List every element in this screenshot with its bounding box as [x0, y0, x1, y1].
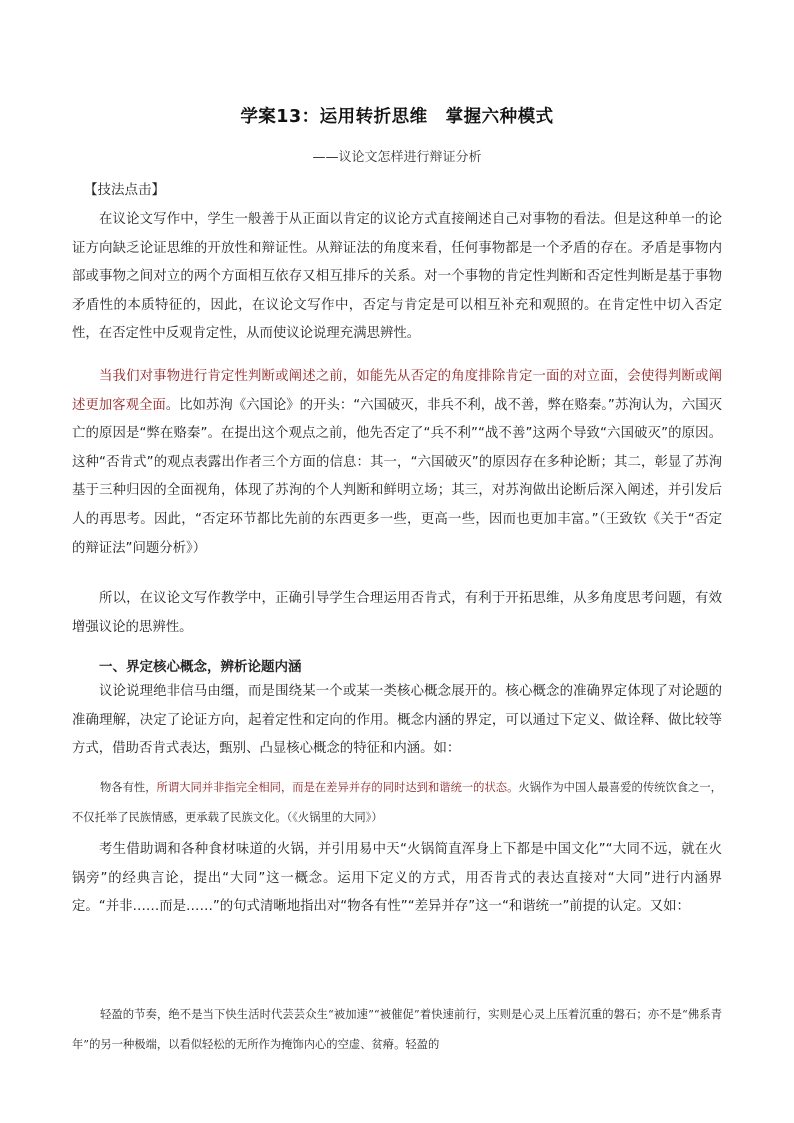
section-label: 【技法点击】 — [84, 182, 165, 198]
paragraph-core-concept: 议论说理绝非信马由缰，而是围绕某一个或某一类核心概念展开的。核心概念的准确界定体现了对论题的准确理解，决定了论证方向，起着定性和定向的作用。概念内涵的界定，可以通过下定义、做诠释、做比较等方式，借助否肯式表达，甄别、凸显核心概念的特征和内涵。如： — [72, 684, 722, 757]
paragraph-conclusion: 所以，在议论文写作教学中，正确引导学生合理运用否肯式，有利于开拓思维，从多角度思考问题，有效增强议论的思辨性。 — [72, 591, 722, 635]
quote-1-rest: 火锅作为中国人最喜爱的传统饮食之一，不仅托举了民族情感，更承载了民族文化。（《火锅里的大同》） — [72, 781, 722, 824]
page-subtitle: ——议论文怎样进行辩证分析 — [312, 150, 482, 165]
paragraph-intro: 在议论文写作中，学生一般善于从正面以肯定的议论方式直接阐述自己对事物的看法。但是这种单一的论证方向缺乏论证思维的开放性和辩证性。从辩证法的角度来看，任何事物都是一个矛盾的存在。矛盾是事物内部或事物之间对立的两个方面相互依存又相互排斥的关系。对一个事物的肯定性判断和否定性判断是基于事物矛盾性的本质特征的，因此，在议论文写作中，否定与肯定是可以相互补充和观照的。在肯定性中切入否定性，在否定性中反观肯定性，从而使议论说理充满思辨性。 — [72, 212, 722, 342]
example-quote-1 — [72, 773, 722, 833]
quote-1-lead: 物各有性， — [100, 781, 157, 794]
paragraph-analysis: 考生借助调和各种食材味道的火锅，并引用易中天“火锅简直浑身上下都是中国文化”“大同不远，就在火锅旁”的经典言论，提出“大同”这一概念。运用下定义的方式，用否肯式的表达直接对“大同”进行内涵界定。“并非……而是……”的句式清晰地指出对“物各有性”“差异并存”这一“和谐统一”前提的认定。又如： — [72, 842, 722, 915]
paragraph-example — [72, 363, 722, 563]
subheading-1: 一、界定核心概念，辨析论题内涵 — [99, 659, 302, 675]
example-quote-2: 轻盈的节奏，绝不是当下快生活时代芸芸众生“被加速”“被催促”着快速前行，实则是心灵上压着沉重的磐石；亦不是“佛系青年”的另一种极端，以看似轻松的无所作为掩饰内心的空虚、贫瘠。轻盈的 — [72, 1008, 722, 1051]
page-title: 学案13：运用转折思维 掌握六种模式 — [240, 107, 554, 127]
quote-1-highlight: 所谓大同并非指完全相同，而是在差异并存的同时达到和谐统一的状态。 — [156, 781, 519, 794]
paragraph-example-text: 。比如苏洵《六国论》的开头：“六国破灭，非兵不利，战不善，弊在赂秦。”苏洵认为，六国灭亡的原因是“弊在赂秦”。在提出这个观点之前，他先否定了“兵不利”“战不善”这两个导致“六国破灭”的原因。这种“否肯式”的观点表露出作者三个方面的信息：其一，“六国破灭”的原因存在多种论断；其二，彰显了苏洵基于三种归因的全面视角，体现了苏洵的个人判断和鲜明立场；其三，对苏洵做出论断后深入阐述，并引发后人的再思考。因此，“否定环节都比先前的东西更多一些，更高一些，因而也更加丰富。”（王致钦《关于“否定的辩证法”问题分析》） — [72, 397, 723, 556]
highlighted-sentence: 当我们对事物进行肯定性判断或阐述之前，如能先从否定的角度排除肯定一面的对立面，会使得判断或阐述更加客观全面 — [72, 369, 722, 413]
